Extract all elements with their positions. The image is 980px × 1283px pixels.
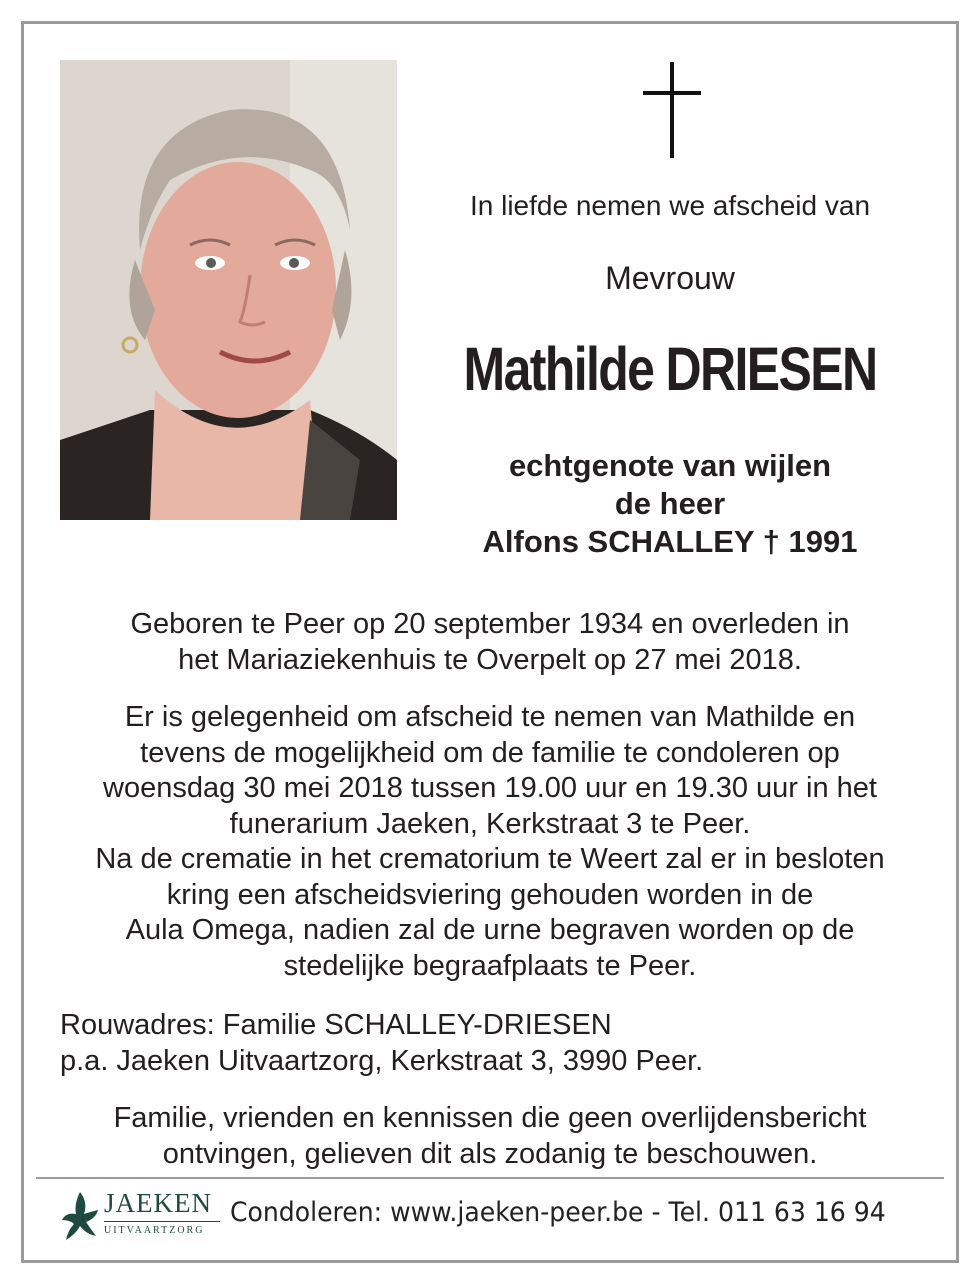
text-line: Na de crematie in het crematorium te Weert zal er in besloten [95, 843, 885, 875]
text-line: Rouwadres: Familie SCHALLEY-DRIESEN [60, 1009, 612, 1041]
text-line: funerarium Jaeken, Kerkstraat 3 te Peer. [229, 807, 751, 840]
spouse-line: Alfons SCHALLEY † 1991 [482, 524, 858, 559]
notice-paragraph [40, 1101, 940, 1172]
salutation: Mevrouw [605, 260, 735, 296]
intro-text: In liefde nemen we afscheid van [469, 190, 871, 221]
ceremony-paragraph [40, 700, 940, 984]
brand-subtitle: UITVAARTZORG [104, 1225, 205, 1236]
text-line: kring een afscheidsviering gehouden worden in de [166, 878, 814, 911]
spouse-block [410, 447, 930, 561]
text-line: stedelijke begraafplaats te Peer. [283, 949, 697, 982]
text-line: Aula Omega, nadien zal de urne begraven worden op de [125, 914, 855, 946]
spouse-line: echtgenote van wijlen [508, 448, 832, 483]
text-line: Familie, vrienden en kennissen die geen overlijdensbericht [113, 1102, 867, 1134]
condolence-contact: Condoleren: www.jaeken-peer.be - Tel. 011 63 16 94 [230, 1197, 886, 1228]
portrait-photo [60, 60, 397, 520]
text-line: Er is gelegenheid om afscheid te nemen van Mathilde en [124, 701, 856, 733]
cross-icon [643, 62, 701, 158]
text-line: het Mariaziekenhuis te Overpelt op 27 mei 2018. [178, 643, 802, 676]
text-line: ontvingen, gelieven dit als zodanig te beschouwen. [162, 1137, 818, 1170]
text-line: tevens de mogelijkheid om de familie te condoleren op [140, 736, 840, 769]
text-line: p.a. Jaeken Uitvaartzorg, Kerkstraat 3, 3990 Peer. [60, 1044, 704, 1077]
footer-divider [36, 1177, 944, 1179]
spouse-line: de heer [614, 486, 726, 521]
brand-name: JAEKEN [104, 1188, 212, 1218]
birth-death-paragraph [40, 607, 940, 678]
jaeken-logo [60, 1188, 230, 1248]
dove-icon [60, 1190, 100, 1242]
deceased-name: Mathilde DRIESEN [463, 335, 877, 403]
text-line: woensdag 30 mei 2018 tussen 19.00 uur en 19.30 uur in het [103, 772, 877, 804]
brand-underline [104, 1221, 220, 1222]
text-line: Geboren te Peer op 20 september 1934 en overleden in [130, 608, 850, 640]
mourning-address [60, 1008, 703, 1079]
